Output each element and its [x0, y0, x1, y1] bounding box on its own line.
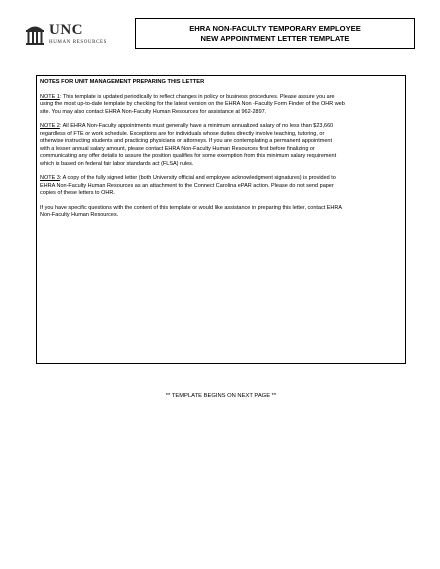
note-2-line-4: with a lesser annual salary amount, please contact EHRA Non-Faculty Human Resources first before finalizing or [40, 145, 315, 152]
note-3-line-2: EHRA Non-Faculty Human Resources as an attachment to the Connect Carolina ePAR action. Please do not send paper [40, 182, 334, 189]
logo-subtitle: HUMAN RESOURCES [49, 39, 108, 45]
old-well-icon [25, 22, 45, 46]
note-3-line-3: copies of these letters to OHR. [40, 190, 115, 196]
note-1-line-3: site. You may also contact EHRA Non-Faculty Human Resources for assistance at 962-2897. [40, 108, 267, 115]
note-1-line-1: : This template is updated periodically to reflect changes in policy or business procedures. Please assure you are [59, 93, 335, 100]
note-3 [40, 175, 402, 198]
template-begins-note: ** TEMPLATE BEGINS ON NEXT PAGE ** [165, 393, 277, 399]
note-2-line-1: : All EHRA Non-Faculty appointments must generally have a minimum annualized salary of no less than $23,660 [59, 123, 334, 129]
note-1 [40, 94, 402, 117]
unc-hr-logo [25, 18, 135, 49]
note-1-line-2: using the most up-to-date template by checking for the latest version on the EHRA Non -Faculty Form Finder of the OHR web [40, 101, 345, 107]
logo-wordmark: UNC [49, 21, 83, 38]
closing-line-1: If you have specific questions with the content of this template or would like assistance in preparing this letter, contact EHRA [40, 204, 343, 211]
note-2 [40, 123, 402, 168]
notes-box [36, 75, 406, 364]
note-2-label: NOTE 2 [40, 123, 60, 129]
document-title [135, 18, 415, 49]
closing-line-2: Non-Faculty Human Resources. [40, 212, 119, 218]
closing-paragraph [40, 205, 402, 220]
note-2-line-6: which is based on federal fair labor standards act (FLSA) rules. [40, 160, 194, 167]
title-line-2: NEW APPOINTMENT LETTER TEMPLATE [200, 33, 350, 43]
note-2-line-2: regardless of FTE or work schedule. Exceptions are for individuals whose duties directly involve teaching, tutoring, or [40, 130, 325, 137]
document-header [25, 18, 415, 49]
notes-heading: NOTES FOR UNIT MANAGEMENT PREPARING THIS LETTER [40, 79, 205, 85]
note-1-label: NOTE 1 [40, 93, 60, 100]
note-3-line-1: : A copy of the fully signed letter (both University official and employee acknowledgment signatures) is provided to [59, 175, 336, 181]
title-line-1: EHRA NON-FACULTY TEMPORARY EMPLOYEE [189, 23, 361, 33]
note-2-line-3: otherwise instructing students and practicing physicians or attorneys. If you are contemplating a permanent appointment [40, 138, 332, 144]
note-3-label: NOTE 3 [40, 175, 60, 181]
note-2-line-5: communicating any offer details to assure the position qualifies for some exemption from this minimum salary requirement [40, 153, 337, 159]
